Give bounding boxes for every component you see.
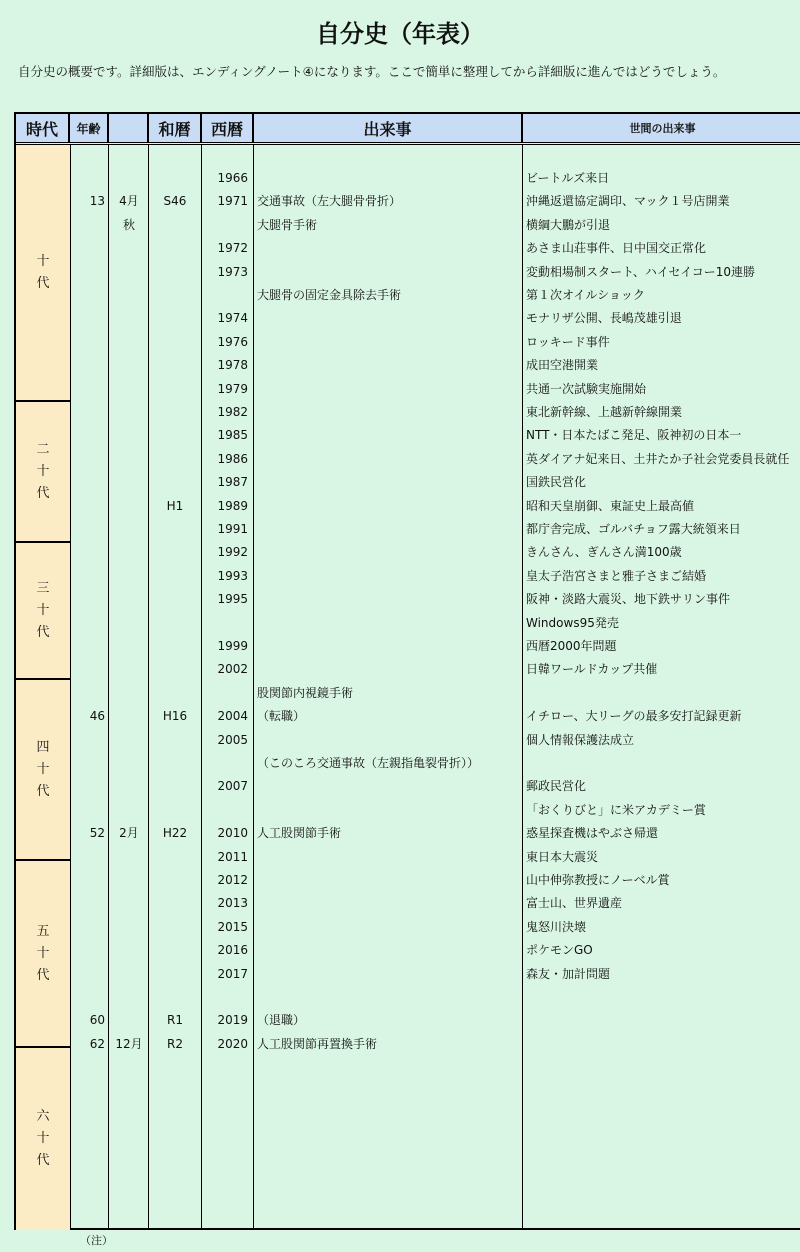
year-cell: 1995 — [217, 592, 248, 606]
event-cell: （退職） — [257, 1013, 306, 1027]
year-cell: 1986 — [217, 452, 248, 466]
year-cell: 1987 — [217, 475, 248, 489]
age-cell: 13 — [89, 194, 105, 208]
age-cell: 52 — [89, 826, 105, 840]
year-cell: 1993 — [217, 569, 248, 583]
era-cell: 六 十 代 — [16, 1048, 70, 1230]
world-event-cell: ロッキード事件 — [526, 335, 610, 349]
event-cell: 交通事故（左大腿骨骨折） — [257, 194, 402, 208]
world-event-cell: 沖縄返還協定調印、マック１号店開業 — [526, 194, 730, 208]
wareki-cell: H22 — [162, 826, 188, 840]
world-event-cell: イチロー、大リーグの最多安打記録更新 — [526, 709, 742, 723]
header-year: 西暦 — [202, 114, 254, 142]
header-world-events: 世間の出来事 — [523, 114, 800, 142]
year-cell: 1972 — [217, 241, 248, 255]
era-cell: 二 十 代 — [16, 402, 70, 543]
event-cell: （このころ交通事故（左親指亀裂骨折）） — [257, 756, 480, 770]
year-cell: 1976 — [217, 335, 248, 349]
header-divider — [16, 142, 800, 145]
month-cell: 秋 — [122, 218, 135, 232]
year-cell: 2017 — [217, 967, 248, 981]
world-event-cell: 成田空港開業 — [526, 358, 599, 372]
world-event-cell: 共通一次試験実施開始 — [526, 382, 647, 396]
world-event-cell: 日韓ワールドカップ共催 — [526, 662, 658, 676]
world-event-cell: きんさん、ぎんさん満100歳 — [526, 545, 682, 559]
year-cell: 1989 — [217, 499, 248, 513]
year-cell: 2016 — [217, 943, 248, 957]
header-month — [109, 114, 149, 142]
era-cell: 三 十 代 — [16, 543, 70, 680]
era-cell: 四 十 代 — [16, 680, 70, 861]
column-divider — [108, 145, 109, 1228]
world-event-cell: 森友・加計問題 — [526, 967, 611, 981]
wareki-cell: H1 — [166, 499, 184, 513]
header-era: 時代 — [16, 114, 70, 142]
year-cell: 1974 — [217, 311, 248, 325]
wareki-cell: R1 — [167, 1013, 183, 1027]
year-cell: 2015 — [217, 920, 248, 934]
year-cell: 1982 — [217, 405, 248, 419]
world-event-cell: 西暦2000年問題 — [526, 639, 617, 653]
year-cell: 2007 — [217, 779, 248, 793]
year-cell: 1971 — [217, 194, 248, 208]
world-event-cell: 鬼怒川決壊 — [526, 920, 587, 934]
year-cell: 2002 — [217, 662, 248, 676]
world-event-cell: 東北新幹線、上越新幹線開業 — [526, 405, 683, 419]
year-cell: 2010 — [217, 826, 248, 840]
world-event-cell: 第１次オイルショック — [526, 288, 645, 302]
year-cell: 2011 — [217, 850, 248, 864]
world-event-cell: 阪神・淡路大震災、地下鉄サリン事件 — [526, 592, 731, 606]
year-cell: 1978 — [217, 358, 248, 372]
world-event-cell: 個人情報保護法成立 — [526, 733, 635, 747]
world-event-cell: 横綱大鵬が引退 — [526, 218, 611, 232]
age-cell: 60 — [89, 1013, 105, 1027]
year-cell: 2012 — [217, 873, 248, 887]
world-event-cell: NTT・日本たばこ発足、阪神初の日本一 — [526, 428, 742, 442]
event-cell: 大腿骨手術 — [257, 218, 318, 232]
month-cell: 12月 — [115, 1037, 143, 1051]
header-events: 出来事 — [254, 114, 523, 142]
page-description: 自分史の概要です。詳細版は、エンディングノート④になります。ここで簡単に整理してから詳細版に進んではどうでしょう。 — [18, 64, 726, 79]
world-event-cell: あさま山荘事件、日中国交正常化 — [526, 241, 707, 255]
world-event-cell: モナリザ公開、長嶋茂雄引退 — [526, 311, 682, 325]
world-event-cell: 山中伸弥教授にノーベル賞 — [526, 873, 670, 887]
column-divider — [148, 145, 149, 1228]
year-cell: 2020 — [217, 1037, 248, 1051]
event-cell: 人工股関節再置換手術 — [257, 1037, 378, 1051]
column-divider — [522, 145, 523, 1228]
event-cell: （転職） — [257, 709, 306, 723]
year-cell: 1985 — [217, 428, 248, 442]
event-cell: 大腿骨の固定金具除去手術 — [257, 288, 402, 302]
event-cell: 人工股関節手術 — [257, 826, 342, 840]
world-event-cell: 惑星探査機はやぶさ帰還 — [526, 826, 659, 840]
world-event-cell: ビートルズ来日 — [526, 171, 610, 185]
world-event-cell: ポケモンGO — [526, 943, 593, 957]
column-divider — [253, 145, 254, 1228]
era-cell: 十 代 — [16, 145, 70, 402]
page-title: 自分史（年表） — [316, 20, 484, 48]
wareki-cell: H16 — [162, 709, 188, 723]
year-cell: 1992 — [217, 545, 248, 559]
year-cell: 1991 — [217, 522, 248, 536]
event-cell: 股関節内視鏡手術 — [257, 686, 354, 700]
year-cell: 2004 — [217, 709, 248, 723]
timeline-table — [14, 112, 800, 1230]
year-cell: 1966 — [217, 171, 248, 185]
world-event-cell: 変動相場制スタート、ハイセイコー10連勝 — [526, 265, 755, 279]
wareki-cell: R2 — [167, 1037, 183, 1051]
world-event-cell: 郵政民営化 — [526, 779, 587, 793]
month-cell: 2月 — [119, 826, 139, 840]
year-cell: 2019 — [217, 1013, 248, 1027]
world-event-cell: 英ダイアナ妃来日、土井たか子社会党委員長就任 — [526, 452, 790, 466]
world-event-cell: 国鉄民営化 — [526, 475, 587, 489]
footnote: （注） — [80, 1234, 113, 1247]
year-cell: 2005 — [217, 733, 248, 747]
age-cell: 46 — [89, 709, 105, 723]
world-event-cell: 東日本大震災 — [526, 850, 599, 864]
world-event-cell: 富士山、世界遺産 — [526, 896, 623, 910]
header-wareki: 和暦 — [149, 114, 202, 142]
year-cell: 2013 — [217, 896, 248, 910]
column-divider — [201, 145, 202, 1228]
year-cell: 1999 — [217, 639, 248, 653]
age-cell: 62 — [89, 1037, 105, 1051]
wareki-cell: S46 — [163, 194, 187, 208]
world-event-cell: Windows95発売 — [526, 616, 619, 630]
world-event-cell: 昭和天皇崩御、東証史上最高値 — [526, 499, 695, 513]
world-event-cell: 「おくりびと」に米アカデミー賞 — [526, 803, 706, 817]
month-cell: 4月 — [119, 194, 139, 208]
year-cell: 1979 — [217, 382, 248, 396]
year-cell: 1973 — [217, 265, 248, 279]
world-event-cell: 皇太子浩宮さまと雅子さまご結婚 — [526, 569, 707, 583]
world-event-cell: 都庁舎完成、ゴルバチョフ露大統領来日 — [526, 522, 741, 536]
header-age: 年齢 — [70, 114, 109, 142]
era-cell: 五 十 代 — [16, 861, 70, 1048]
